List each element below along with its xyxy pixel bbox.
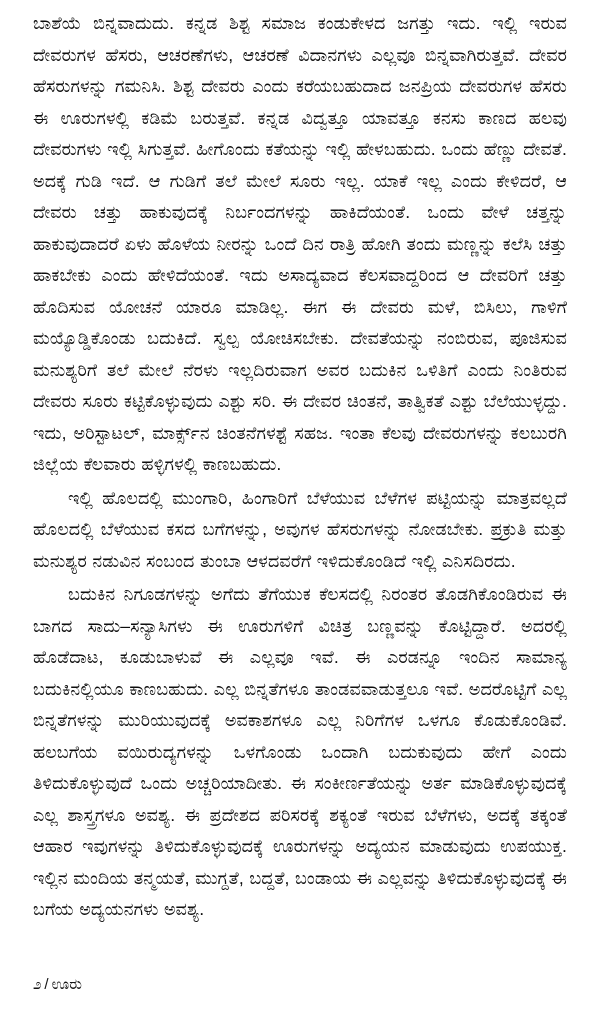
paragraph-3: ಬದುಕಿನ ನಿಗೂಡಗಳನ್ನು ಅಗೆದು ತೆಗೆಯುಕ ಕೆಲಸದಲ್ಲಿ ನಿರಂತರ ತೊಡಗಿಕೊಂಡಿರುವ ಈ ಬಾಗದ ಸಾದು–ಸನ್ಯಾಸಿಗಳು ಈ ಊರುಗಳಿಗೆ ವಿಚಿತ್ರ ಬಣ್ಣವನ್ನು ಕೊಟ್ಟಿದ್ದಾರೆ. ಅದರಲ್ಲಿ ಹೊಡೆದಾಟ, ಕೂಡುಬಾಳುವೆ ಈ ಎಲ್ಲವೂ ಇವೆ. ಈ ಎರಡನ್ನೂ ಇಂದಿನ ಸಾಮಾನ್ಯ ಬದುಕಿನಲ್ಲಿಯೂ ಕಾಣಬಹುದು. ಎಲ್ಲ ಬಿನ್ನತೆಗಳೂ ತಾಂಡವವಾಡುತ್ತಲೂ ಇವೆ. ಅದರೊಟ್ಟಿಗೆ ಎಲ್ಲ ಬಿನ್ನತೆಗಳನ್ನು ಮುರಿಯುವುದಕ್ಕೆ ಅವಕಾಶಗಳೂ ಎಲ್ಲ ನಿರಿಗೆಗಳ ಒಳಗೂ ಕೊಡುಕೊಂಡಿವೆ. ಹಲಬಗೆಯ ವಯಿರುದ್ಯಗಳನ್ನು ಒಳಗೊಂಡು ಒಂದಾಗಿ ಬದುಕುವುದು ಹೇಗೆ ಎಂದು ತಿಳಿದುಕೊಳ್ಳುವುದೆ ಒಂದು ಅಚ್ಚರಿಯಾದೀತು. ಈ ಸಂಕೀರ್ಣತೆಯನ್ನು ಅರ್ತ ಮಾಡಿಕೊಳ್ಳುವುದಕ್ಕೆ ಎಲ್ಲ ಶಾಸ್ತ್ರಗಳೂ ಅವಶ್ಯ. ಈ ಪ್ರದೇಶದ ಪರಿಸರಕ್ಕೆ ಶಕ್ಯಂತೆ ಇರುವ ಬೆಳೆಗಳು, ಅದಕ್ಕೆ ತಕ್ಕಂತೆ ಆಹಾರ ಇವುಗಳನ್ನು ತಿಳಿದುಕೊಳ್ಳುವುದಕ್ಕೆ ಊರುಗಳನ್ನು ಅದ್ಯಯನ ಮಾಡುವುದು ಉಪಯುಕ್ತ. ಇಲ್ಲಿನ ಮಂದಿಯ ತನ್ಮಯತೆ, ಮುಗ್ದತೆ, ಬದ್ದತೆ, ಬಂಡಾಯ ಈ ಎಲ್ಲವನ್ನು ತಿಳಿದುಕೊಳ್ಳುವುದಕ್ಕೆ ಈ ಬಗೆಯ ಅದ್ಯಯನಗಳು ಅವಶ್ಯ. — [33, 584, 567, 919]
footer-book-title: ಊರು — [51, 976, 82, 993]
footer-page-number: ೨ — [33, 976, 42, 993]
page-footer — [33, 975, 82, 995]
paragraph-1: ಬಾಶೆಯೆ ಬಿನ್ನವಾದುದು. ಕನ್ನಡ ಶಿಶ್ಟ ಸಮಾಜ ಕಂಡುಕೇಳದ ಜಗತ್ತು ಇದು. ಇಲ್ಲಿ ಇರುವ ದೇವರುಗಳ ಹೆಸರು, ಆಚರಣೆಗಳು, ಆಚರಣೆ ವಿದಾನಗಳು ಎಲ್ಲವೂ ಬಿನ್ನವಾಗಿರುತ್ತವೆ. ದೇವರ ಹೆಸರುಗಳನ್ನು ಗಮನಿಸಿ. ಶಿಶ್ಟ ದೇವರು ಎಂದು ಕರೆಯಬಹುದಾದ ಜನಪ್ರಿಯ ದೇವರುಗಳ ಹೆಸರು ಈ ಊರುಗಳಲ್ಲಿ ಕಡಿಮೆ ಬರುತ್ತವೆ. ಕನ್ನಡ ವಿದ್ವತ್ತೂ ಯಾವತ್ತೂ ಕನಸು ಕಾಣದ ಹಲವು ದೇವರುಗಳು ಇಲ್ಲಿ ಸಿಗುತ್ತವೆ. ಹೀಗೊಂದು ಕತೆಯನ್ನು ಇಲ್ಲಿ ಹೇಳಬಹುದು. ಒಂದು ಹೆಣ್ಣು ದೇವತೆ. ಅದಕ್ಕೆ ಗುಡಿ ಇದೆ. ಆ ಗುಡಿಗೆ ತಲೆ ಮೇಲೆ ಸೂರು ಇಲ್ಲ. ಯಾಕೆ ಇಲ್ಲ ಎಂದು ಕೇಳಿದರೆ, ಆ ದೇವರು ಚತ್ತು ಹಾಕುವುದಕ್ಕೆ ನಿರ್ಬಂದಗಳನ್ನು ಹಾಕಿದೆಯಂತೆ. ಒಂದು ವೇಳೆ ಚತ್ತನ್ನು ಹಾಕುವುದಾದರೆ ಏಳು ಹೊಳೆಯ ನೀರನ್ನು ಒಂದೆ ದಿನ ರಾತ್ರಿ ಹೋಗಿ ತಂದು ಮಣ್ಣನ್ನು ಕಲೆಸಿ ಚತ್ತು ಹಾಕಬೇಕು ಎಂದು ಹೇಳಿದೆಯಂತೆ. ಇದು ಅಸಾದ್ಯವಾದ ಕೆಲಸವಾದ್ದರಿಂದ ಆ ದೇವರಿಗೆ ಚತ್ತು ಹೊದಿಸುವ ಯೋಚನೆ ಯಾರೂ ಮಾಡಿಲ್ಲ. ಈಗ ಈ ದೇವರು ಮಳೆ, ಬಿಸಿಲು, ಗಾಳಿಗೆ ಮಯ್ಯೊಡ್ಡಿಕೊಂಡು ಬದುಕಿದೆ. ಸ್ವಲ್ಪ ಯೋಚಿಸಬೇಕು. ದೇವತೆಯನ್ನು ನಂಬಿರುವ, ಪೂಜಿಸುವ ಮನುಶ್ಯರಿಗೆ ತಲೆ ಮೇಲೆ ನೆರಳು ಇಲ್ಲದಿರುವಾಗ ಅವರ ಬದುಕಿನ ಒಳಿತಿಗೆ ಎಂದು ನಿಂತಿರುವ ದೇವರು ಸೂರು ಕಟ್ಟಿಕೊಳ್ಳುವುದು ಎಶ್ಟು ಸರಿ. ಈ ದೇವರ ಚಿಂತನೆ, ತಾತ್ವಿಕತೆ ಎಶ್ಟು ಬೆಲೆಯುಳ್ಳದ್ದು. ಇದು, ಅರಿಸ್ಟಾಟಲ್, ಮಾರ್ಕ್ಸ್‌ನ ಚಿಂತನೆಗಳಶ್ಟೆ ಸಹಜ. ಇಂತಾ ಕೆಲವು ದೇವರುಗಳನ್ನು ಕಲಬುರಗಿ ಜಿಲ್ಲೆಯ ಕೆಲವಾರು ಹಳ್ಳಿಗಳಲ್ಲಿ ಕಾಣಬಹುದು. — [33, 13, 567, 474]
body-text-column — [33, 8, 567, 926]
paragraph-2: ಇಲ್ಲಿ ಹೊಲದಲ್ಲಿ ಮುಂಗಾರಿ, ಹಿಂಗಾರಿಗೆ ಬೆಳೆಯುವ ಬೆಳೆಗಳ ಪಟ್ಟಿಯನ್ನು ಮಾತ್ರವಲ್ಲದೆ ಹೊಲದಲ್ಲಿ ಬೆಳೆಯುವ ಕಸದ ಬಗೆಗಳನ್ನು, ಅವುಗಳ ಹೆಸರುಗಳನ್ನು ನೋಡಬೇಕು. ಪ್ರಕ್ರುತಿ ಮತ್ತು ಮನುಶ್ಯರ ನಡುವಿನ ಸಂಬಂದ ತುಂಬಾ ಆಳದವರೆಗೆ ಇಳಿದುಕೊಂಡಿದೆ ಇಲ್ಲಿ ಎನಿಸದಿರದು. — [33, 487, 567, 571]
footer-separator: / — [44, 976, 49, 993]
